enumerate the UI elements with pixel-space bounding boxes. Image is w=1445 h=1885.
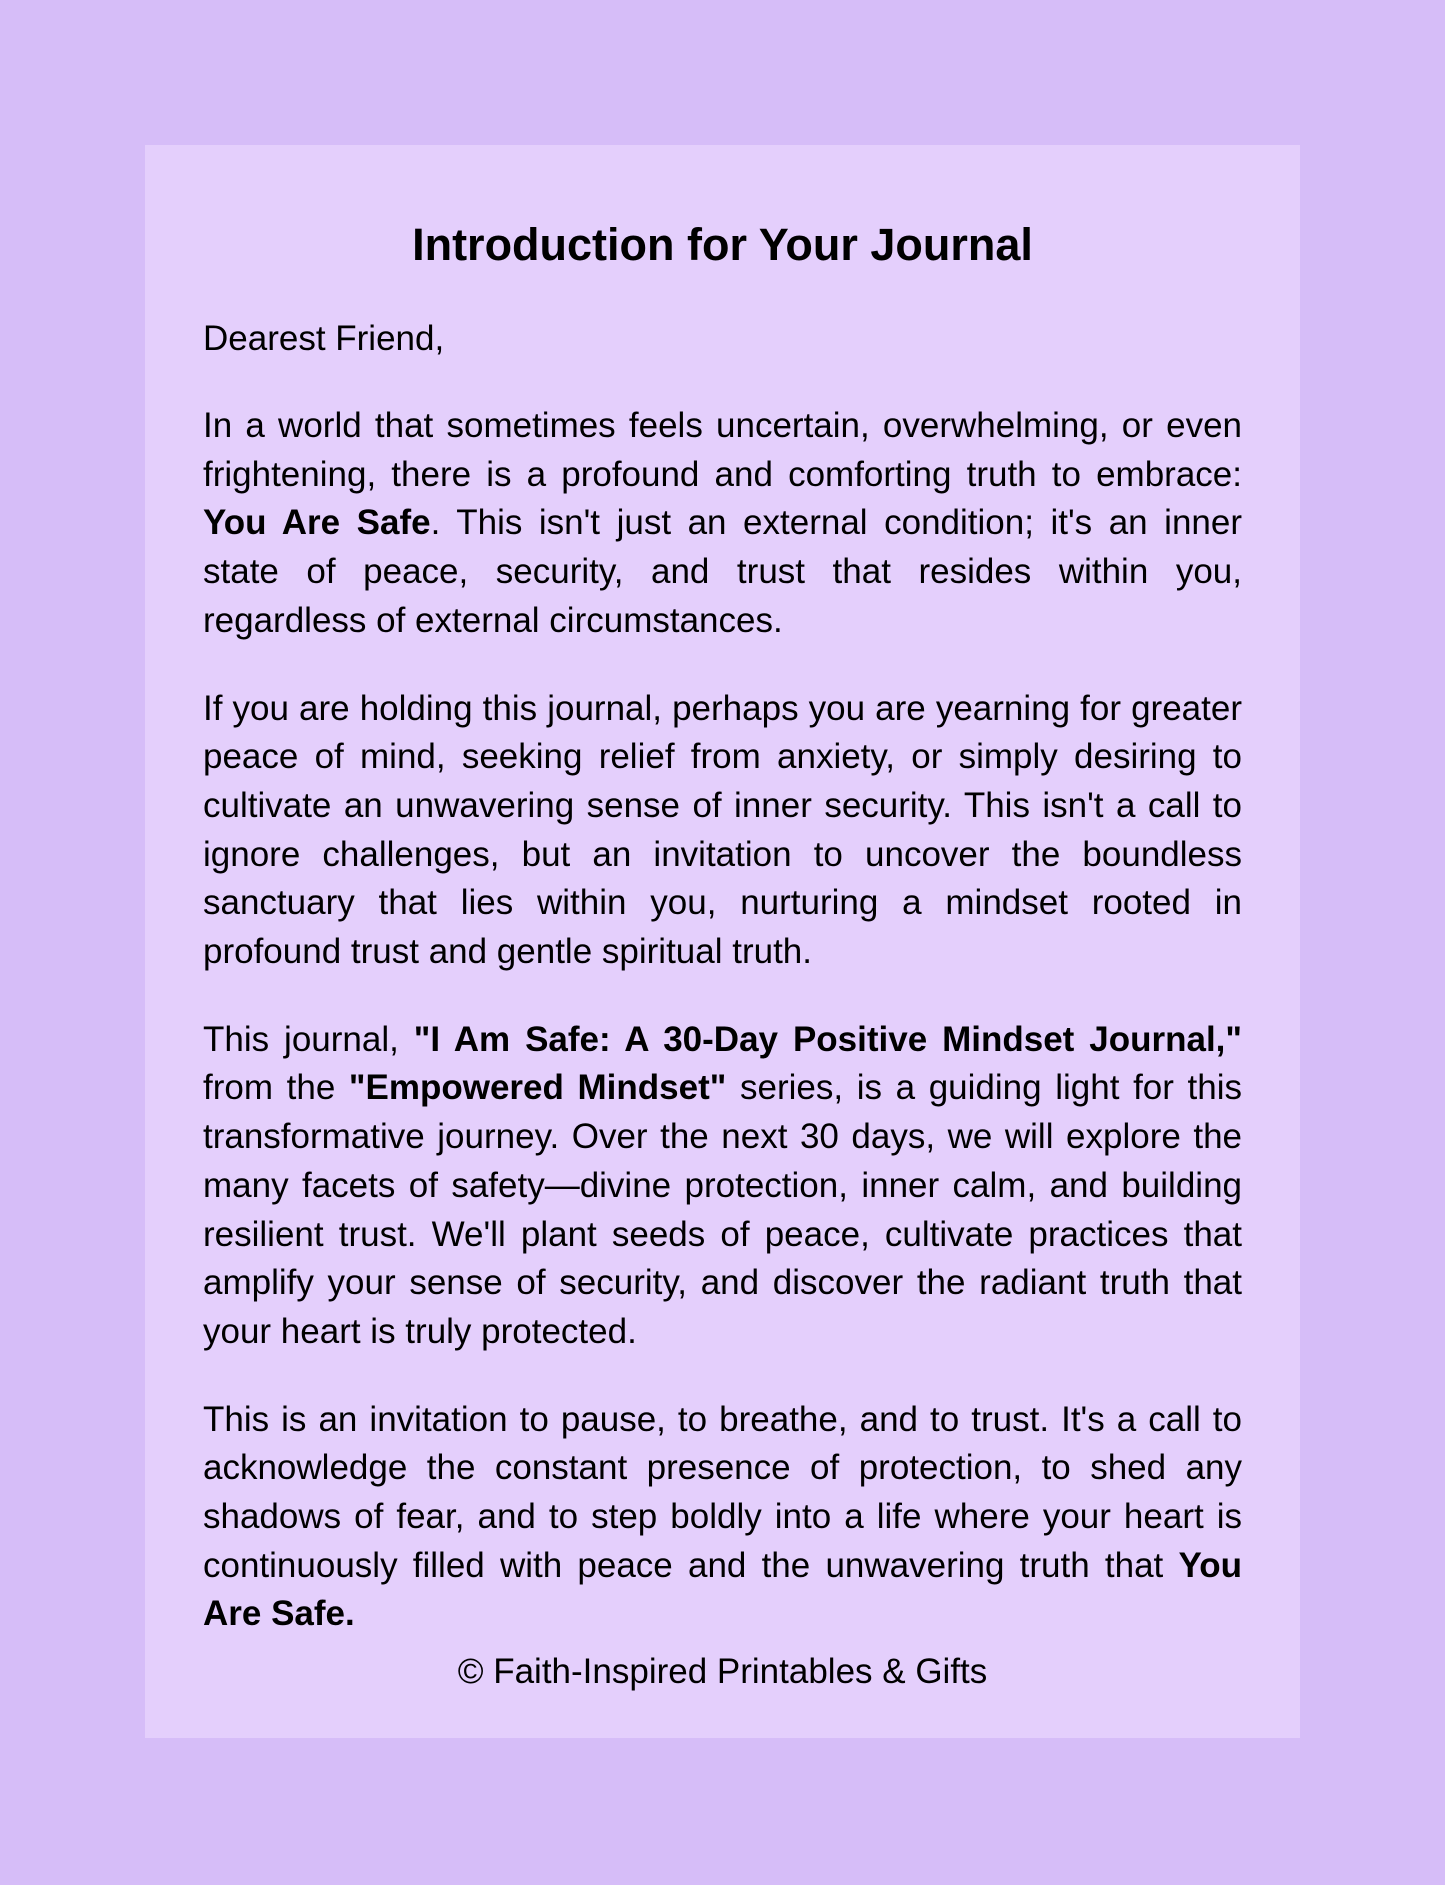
series-name: "Empowered Mindset" [348, 1068, 727, 1108]
page-title: Introduction for Your Journal [412, 219, 1033, 270]
paragraph-1-emphasis: You Are Safe [203, 503, 431, 543]
paragraph-1-text: In a world that sometimes feels uncertain, overwhelming, or even frightening, there is a profound and comforting truth to embrace: [203, 406, 1242, 494]
paragraph-4-text: This is an invitation to pause, to breathe, and to trust. It's a call to acknowledge the constant presence of protection, to shed any shadows of fear, and to step boldly into a life where your heart is continuously filled with peace and the unwavering truth that [203, 1399, 1242, 1585]
paragraph-3 [203, 1016, 1242, 1357]
paragraph-3-text-3: series, is a guiding light for this transformative journey. Over the next 30 days, we will explore the many facets of safety—divine protection, inner calm, and building resilient trust. We'll plant seeds of peace, cultivate practices that amplify your sense of security, and discover the radiant truth that your heart is truly protected. [203, 1068, 1243, 1351]
paragraph-3-text-2: from the [203, 1068, 349, 1108]
journal-intro-card [145, 145, 1300, 1738]
paragraph-1-text-2: . This isn't just an external condition; it's an inner state of peace, security, and trust that resides within you, regardless of external circumstances. [203, 503, 1243, 640]
paragraph-2-text: If you are holding this journal, perhaps you are yearning for greater peace of mind, seeking relief from anxiety, or simply desiring to cultivate an unwavering sense of inner security. This isn't a call to ignore challenges, but an invitation to uncover the boundless sanctuary that lies within you, nurturing a mindset rooted in profound trust and gentle spiritual truth. [203, 688, 1242, 972]
paragraph-4-emphasis: You Are Safe. [203, 1545, 1242, 1634]
paragraph-3-text: This journal, [203, 1019, 414, 1059]
salutation: Dearest Friend, [203, 319, 445, 358]
copyright-footer: © Faith-Inspired Printables & Gifts [457, 1652, 988, 1692]
paragraph-1 [203, 402, 1242, 646]
paragraph-2 [203, 685, 1242, 977]
journal-name: "I Am Safe: A 30-Day Positive Mindset Journal," [413, 1019, 1242, 1059]
paragraph-4 [203, 1396, 1242, 1640]
